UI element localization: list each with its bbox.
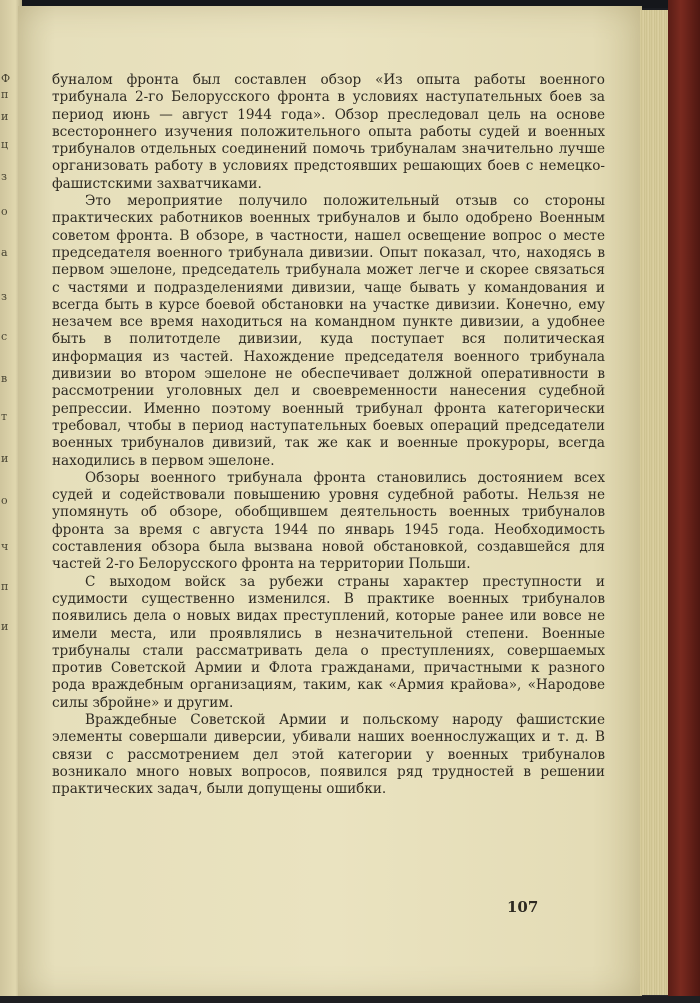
page-body-text <box>52 72 605 798</box>
paragraph-1: буналом фронта был составлен обзор «Из опыта работы военного трибунала 2-го Белорусского фронта в условиях наступательных боев за период июнь — август 1944 года». Обзор преследовал цель на основе всестороннего изучения положительного опыта работы судей и военных трибуналов отдельных соединений помочь трибуналам значительно лучше организовать работу в условиях предстоявших решающих боев с немецко-фашистскими захватчиками. <box>52 72 605 192</box>
previous-page-fragment: о <box>1 494 8 507</box>
previous-page-fragment: о <box>1 205 8 218</box>
previous-page-fragment: т <box>1 410 8 423</box>
previous-page-fragment: с <box>1 330 8 343</box>
previous-page-fragment: и <box>1 452 9 465</box>
previous-page-fragment: и <box>1 110 9 123</box>
previous-page-fragment: п <box>1 580 9 593</box>
paragraph-2: Это мероприятие получило положительный отзыв со стороны практических работников военных трибуналов и было одобрено Военным советом фронта. В обзоре, в частности, нашел освещение вопрос о месте председателя военного трибунала дивизии. Опыт показал, что, находясь в первом эшелоне, председатель трибунала может легче и скорее связаться с частями и подразделениями дивизии, чаще бывать у командования и всегда быть в курсе боевой обстановки на участке дивизии. Конечно, ему незачем все время находиться на командном пункте дивизии, а удобнее быть в политотделе дивизии, куда поступает вся политическая информация из частей. Нахождение председателя военного трибунала дивизии во втором эшелоне не обеспечивает должной оперативности в рассмотрении уголовных дел и своевременности нанесения судебной репрессии. Именно поэтому военный трибунал фронта категорически требовал, чтобы в период наступательных боевых операций председатели военных трибуналов дивизий, так же как и военные прокуроры, всегда находились в первом эшелоне. <box>52 193 605 469</box>
previous-page-fragment: и <box>1 620 9 633</box>
previous-page-fragment: ц <box>1 138 9 151</box>
previous-page-fragment: з <box>1 290 7 303</box>
previous-page-fragment: п <box>1 88 9 101</box>
background-bottom <box>0 996 700 1003</box>
page-block-edge <box>640 10 670 995</box>
paragraph-4: С выходом войск за рубежи страны характер преступности и судимости существенно изменился. В практике военных трибуналов появились дела о новых видах преступлений, которые ранее или вовсе не имели места, или проявлялись в незначительной степени. Военные трибуналы стали рассматривать дела о преступлениях, совершаемых против Советской Армии и Флота гражданами, причастными к разного рода враждебным организациям, таким, как «Армия крайова», «Народове силы збройне» и другим. <box>52 573 605 711</box>
paragraph-5: Враждебные Советской Армии и польскому народу фашистские элементы совершали диверсии, убивали наших военнослужащих и т. д. В связи с рассмотрением дел этой категории у военных трибуналов возникало много новых вопросов, появился ряд трудностей в решении практических задач, были допущены ошибки. <box>52 711 605 798</box>
previous-page-fragment: Ф <box>1 72 11 85</box>
previous-page-fragment: а <box>1 246 8 259</box>
book-cover <box>668 0 700 1003</box>
page-number: 107 <box>507 898 539 916</box>
previous-page-fragment: з <box>1 170 7 183</box>
previous-page-fragment: ч <box>1 540 9 553</box>
previous-page-fragment: в <box>1 372 8 385</box>
paragraph-3: Обзоры военного трибунала фронта становились достоянием всех судей и содействовали повышению уровня судебной работы. Нельзя не упомянуть об обзоре, обобщившем деятельность военных трибуналов фронта за время с августа 1944 по январь 1945 года. Необходимость составления обзора была вызвана новой обстановкой, создавшейся для частей 2-го Белорусского фронта на территории Польши. <box>52 469 605 573</box>
